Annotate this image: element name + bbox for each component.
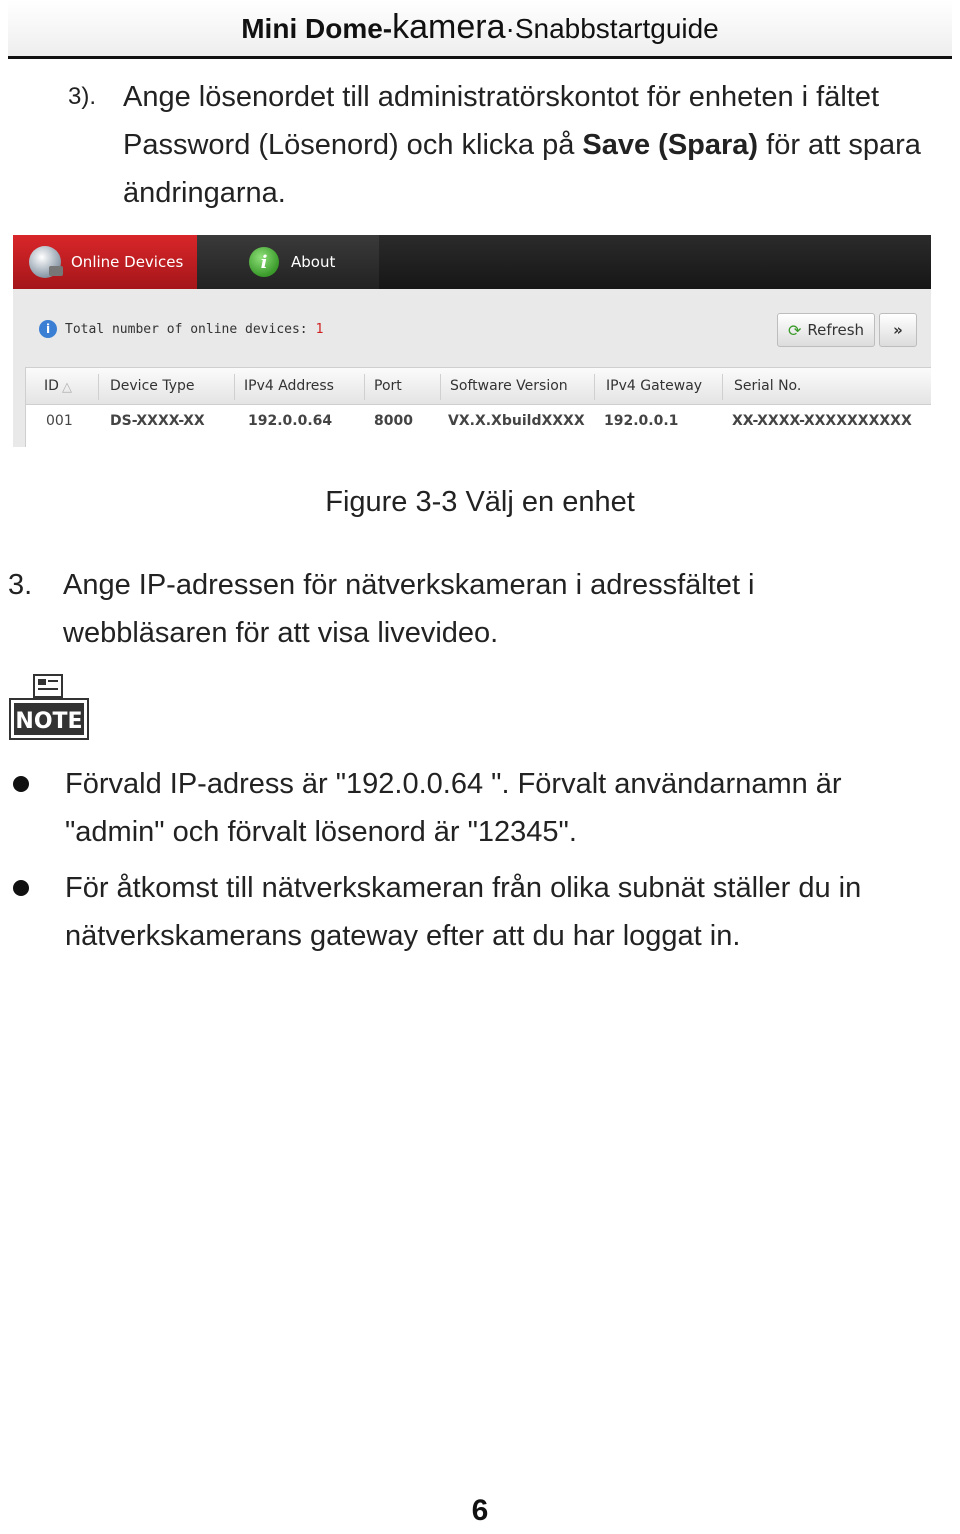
note-icon xyxy=(8,673,90,741)
expand-button[interactable]: » xyxy=(879,313,917,347)
refresh-button-label: Refresh xyxy=(807,321,865,339)
sadp-screenshot xyxy=(13,235,931,447)
online-count-value: 1 xyxy=(315,321,324,337)
step-3-number: 3. xyxy=(8,569,33,601)
online-devices-icon xyxy=(29,246,61,278)
tab-online-devices[interactable] xyxy=(13,235,197,289)
note-label: NOTE xyxy=(15,709,83,734)
table-cell: 8000 xyxy=(374,413,413,429)
column-divider xyxy=(722,374,723,400)
header-title-part2: kamera xyxy=(392,8,506,46)
refresh-icon: ⟳ xyxy=(787,320,802,340)
header-title-part1: Mini Dome- xyxy=(241,13,393,44)
table-header xyxy=(26,368,931,405)
bullet-dot xyxy=(13,880,29,896)
column-header[interactable]: Serial No. xyxy=(734,378,802,394)
table-cell: 192.0.0.1 xyxy=(604,413,679,429)
column-divider xyxy=(594,374,595,400)
step-3a-text-after: för att spara ändringarna. xyxy=(123,129,921,209)
column-divider xyxy=(440,374,441,400)
online-count-label: Total number of online devices: xyxy=(65,321,308,337)
column-divider xyxy=(364,374,365,400)
note-bullet-text: För åtkomst till nätverkskameran från olika subnät ställer du in nätverkskamerans gateway efter att du har loggat in. xyxy=(65,872,862,952)
column-header[interactable]: IPv4 Gateway xyxy=(606,378,703,394)
column-divider xyxy=(234,374,235,400)
column-divider xyxy=(98,374,99,400)
tab-about-label: About xyxy=(291,253,336,271)
note-bullet xyxy=(10,760,940,856)
tab-about[interactable] xyxy=(197,235,379,289)
step-3a-text-before: Ange lösenordet till administratörskontot för enheten i fältet Password (Lösenord) och klicka på xyxy=(123,81,880,161)
header-title-part3: Snabbstartguide xyxy=(514,13,719,44)
column-header[interactable]: Device Type xyxy=(110,378,195,394)
step-3-text: Ange IP-adressen för nätverkskameran i adressfältet i webbläsaren för att visa livevideo. xyxy=(63,569,755,649)
note-bullet xyxy=(10,864,940,960)
column-header[interactable]: Port xyxy=(374,378,402,394)
step-3a-text xyxy=(123,73,948,217)
refresh-button[interactable] xyxy=(777,313,875,347)
tab-online-devices-label: Online Devices xyxy=(71,253,184,271)
header-title xyxy=(8,8,952,47)
column-header[interactable]: ID xyxy=(44,378,59,394)
table-cell: DS-XXXX-XX xyxy=(110,413,205,429)
step-3a-number: 3). xyxy=(68,83,97,110)
page-header xyxy=(8,0,952,59)
figure-caption: Figure 3-3 Välj en enhet xyxy=(325,486,635,518)
table-cell: VX.X.XbuildXXXX xyxy=(448,413,585,429)
status-info-icon: i xyxy=(39,320,57,338)
table-cell: 001 xyxy=(46,413,73,429)
column-header[interactable]: Software Version xyxy=(450,378,568,394)
page-number: 6 xyxy=(471,1494,489,1527)
header-title-separator: · xyxy=(505,13,515,44)
device-table xyxy=(25,367,931,447)
app-tab-bar xyxy=(13,235,931,289)
step-3 xyxy=(8,561,908,657)
table-cell: 192.0.0.64 xyxy=(248,413,333,429)
sort-icon: △ xyxy=(62,380,72,395)
bullet-dot xyxy=(13,776,29,792)
online-count-row xyxy=(39,317,323,341)
save-label: Save (Spara) xyxy=(582,129,759,161)
step-3a xyxy=(68,73,948,217)
column-header[interactable]: IPv4 Address xyxy=(244,378,334,394)
table-cell: XX-XXXX-XXXXXXXXXX xyxy=(732,413,912,429)
note-bullet-text: Förvald IP-adress är "192.0.0.64 ". Förvalt användarnamn är "admin" och förvalt lösenord är "12345". xyxy=(65,768,842,848)
info-icon: i xyxy=(249,247,279,277)
